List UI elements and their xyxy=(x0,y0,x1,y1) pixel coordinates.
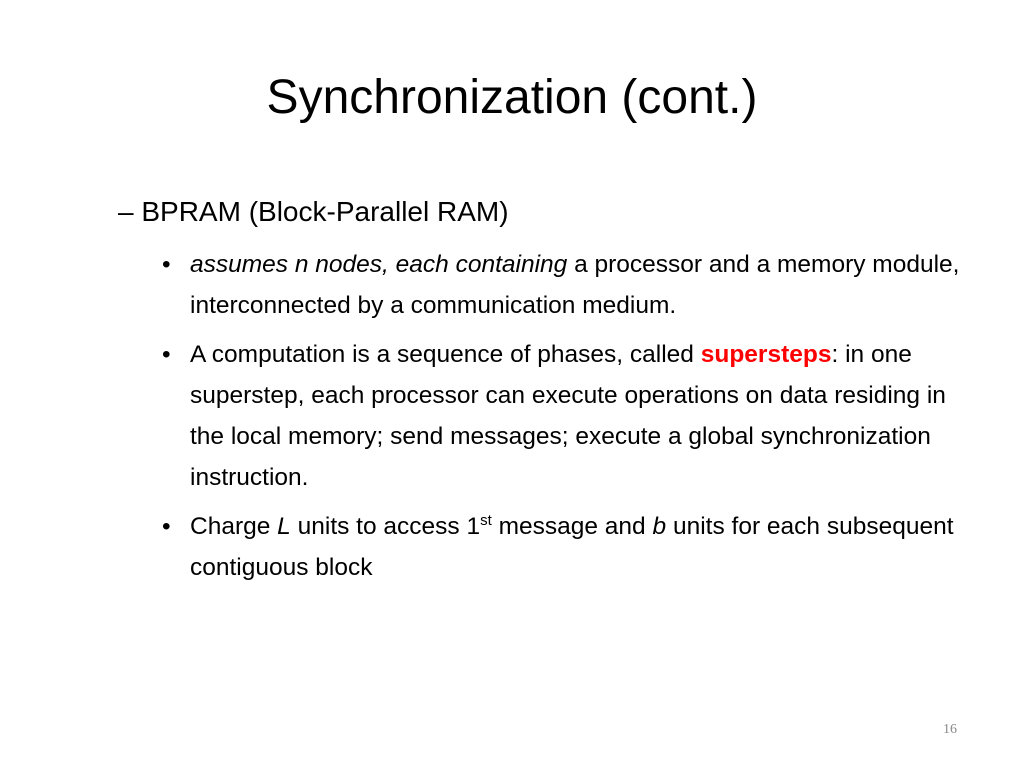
ordinal-superscript: st xyxy=(480,511,492,529)
bullet-text: units to access 1 xyxy=(290,513,481,540)
page-number: 16 xyxy=(943,722,957,737)
bullet-italic-text: assumes n nodes, each containing xyxy=(190,251,568,278)
bullet-icon: • xyxy=(162,251,171,278)
bullet-text: Charge xyxy=(190,513,278,540)
bullet-item-supersteps xyxy=(162,334,962,498)
bullet-item-charge xyxy=(162,506,962,588)
variable-b: b xyxy=(652,513,667,540)
bullet-text: units for each subsequent contiguous block xyxy=(190,513,954,581)
level1-item xyxy=(118,192,509,232)
bullet-text: a processor and a memory module, interconnected by a communication medium. xyxy=(190,251,960,319)
bullet-icon: • xyxy=(162,341,171,368)
level1-text: BPRAM (Block-Parallel RAM) xyxy=(141,196,509,227)
slide-title: Synchronization (cont.) xyxy=(266,71,758,124)
dash-marker: – xyxy=(118,196,134,227)
bullet-text: A computation is a sequence of phases, called xyxy=(190,341,701,368)
bullet-item-nodes xyxy=(162,244,962,326)
variable-L: L xyxy=(277,513,291,540)
bullet-list xyxy=(162,244,962,596)
bullet-text: message and xyxy=(491,513,653,540)
supersteps-highlight: supersteps xyxy=(700,341,832,368)
bullet-icon: • xyxy=(162,513,171,540)
bullet-text: : in one superstep, each processor can execute operations on data residing in the local memory; send messages; execute a global synchronization instruction. xyxy=(190,341,946,491)
